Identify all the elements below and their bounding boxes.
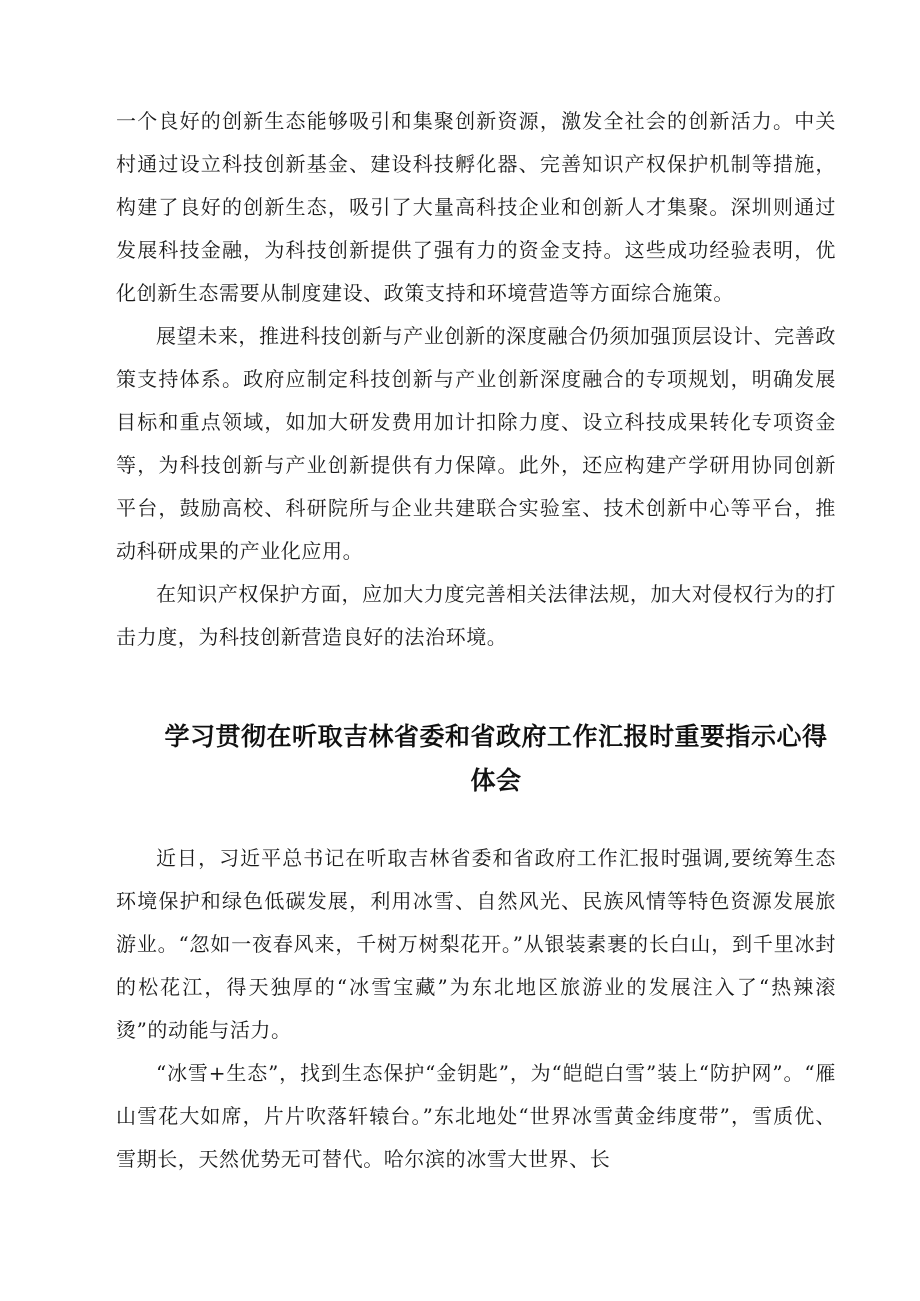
paragraph-outlook: 展望未来，推进科技创新与产业创新的深度融合仍须加强顶层设计、完善政策支持体系。政府应制定科技创新与产业创新深度融合的专项规划，明确发展目标和重点领域，如加大研发费用加计扣除力度、设立科技成果转化专项资金等，为科技创新与产业创新提供有力保障。此外，还应构建产学研用协同创新平台，鼓励高校、科研院所与企业共建联合实验室、技术创新中心等平台，推动科研成果的产业化应用。 xyxy=(116,324,836,563)
paragraph-jilin-report: 近日，习近平总书记在听取吉林省委和省政府工作汇报时强调,要统筹生态环境保护和绿色低碳发展，利用冰雪、自然风光、民族风情等特色资源发展旅游业。“忽如一夜春风来，千树万树梨花开。”从银装素裹的长白山，到千里冰封的松花江，得天独厚的“冰雪宝藏”为东北地区旅游业的发展注入了“热辣滚烫”的动能与活力。 xyxy=(116,846,836,1042)
paragraph-ice-snow-ecology: “冰雪+生态”，找到生态保护“金钥匙”，为“皑皑白雪”装上“防护网”。“雁山雪花大如席，片片吹落轩辕台。”东北地处“世界冰雪黄金纬度带”，雪质优、雪期长，天然优势无可替代。哈尔滨的冰雪大世界、长 xyxy=(116,1061,836,1171)
document-page xyxy=(116,100,836,1181)
section-title: 学习贯彻在听取吉林省委和省政府工作汇报时重要指示心得体会 xyxy=(164,722,828,795)
paragraph-ip-protection: 在知识产权保护方面，应加大力度完善相关法律法规，加大对侵权行为的打击力度，为科技创新营造良好的法治环境。 xyxy=(116,582,836,649)
paragraph-innovation-ecosystem: 一个良好的创新生态能够吸引和集聚创新资源，激发全社会的创新活力。中关村通过设立科技创新基金、建设科技孵化器、完善知识产权保护机制等措施，构建了良好的创新生态，吸引了大量高科技企业和创新人才集聚。深圳则通过发展科技金融，为科技创新提供了强有力的资金支持。这些成功经验表明，优化创新生态需要从制度建设、政策支持和环境营造等方面综合施策。 xyxy=(116,109,836,305)
